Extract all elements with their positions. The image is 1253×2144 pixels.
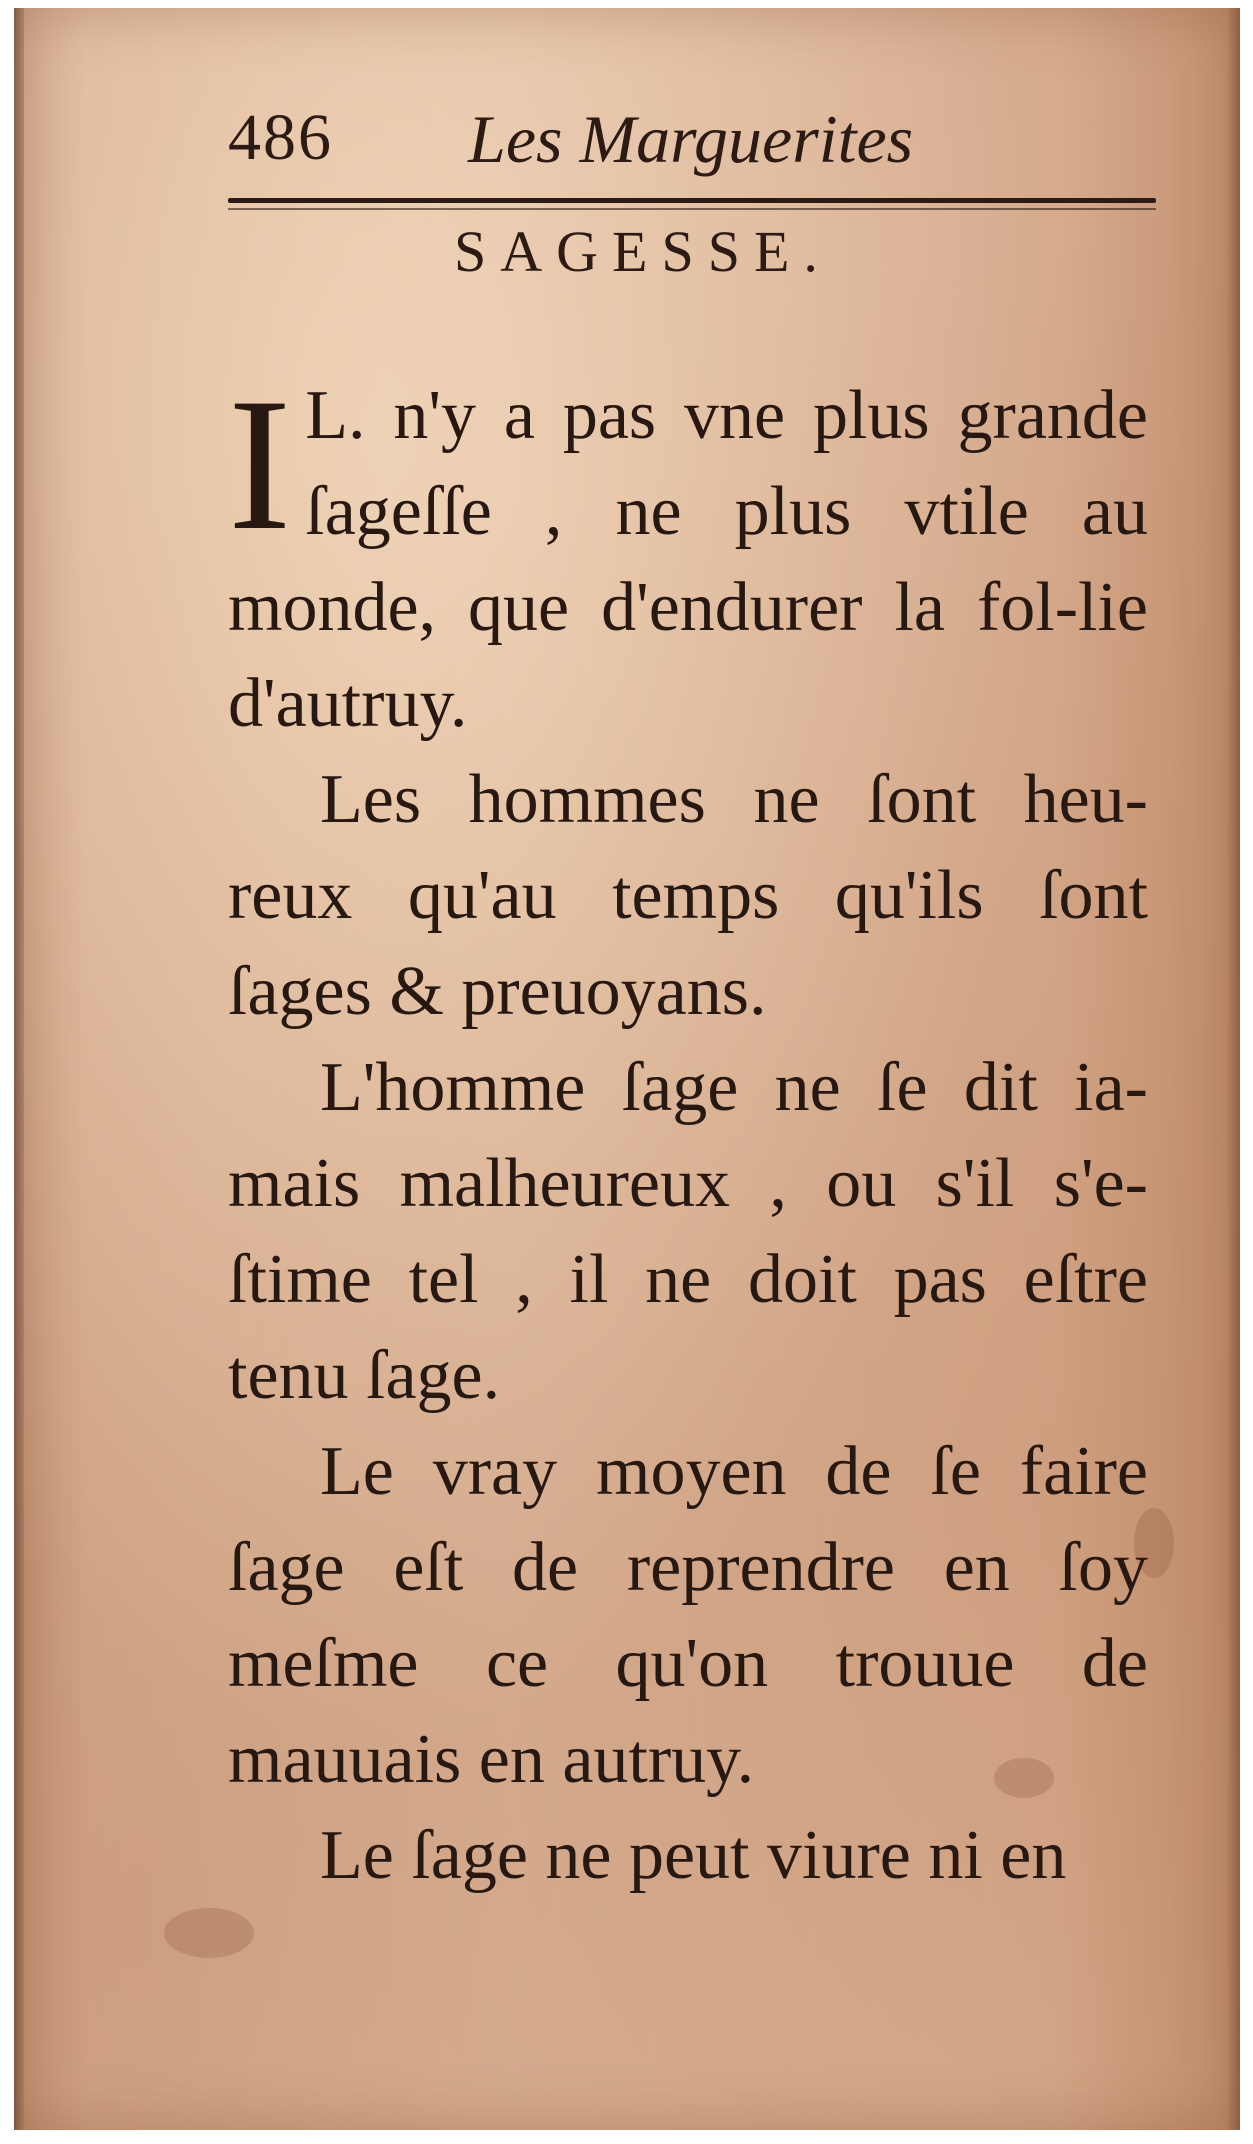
paragraph-3: L'homme ſage ne ſe dit ia-mais malheureux , ou s'il s'e-ſtime tel , il ne doit pas eſtre tenu ſage. [228, 1049, 1148, 1414]
paragraph-1-text: L. n'y a pas vne plus grande ſageſſe , ne plus vtile au monde, que d'endurer la fol-lie d'autruy. [228, 377, 1148, 742]
page-gutter-shadow [14, 8, 24, 2130]
header-rule-thin [228, 208, 1156, 210]
paragraph-4: Le vray moyen de ſe faire ſage eſt de reprendre en ſoy meſme ce qu'on trouue de mauuais en autruy. [228, 1433, 1148, 1798]
paragraph-2: Les hommes ne ſont heu-reux qu'au temps qu'ils ſont ſages & preuoyans. [228, 761, 1148, 1030]
running-title: Les Marguerites [468, 101, 914, 177]
header-rule [228, 198, 1156, 203]
section-title: SAGESSE. [454, 219, 832, 284]
drop-cap: I [228, 360, 292, 570]
page-body [228, 360, 1148, 1904]
foxing-stain [164, 1908, 254, 1958]
paragraph-5: Le ſage ne peut viure ni en [320, 1817, 1067, 1894]
running-header [228, 100, 1148, 190]
page-edge-shadow [1226, 8, 1240, 2130]
page-number: 486 [228, 101, 333, 174]
book-page [14, 8, 1240, 2130]
paragraph-1 [228, 360, 1148, 752]
